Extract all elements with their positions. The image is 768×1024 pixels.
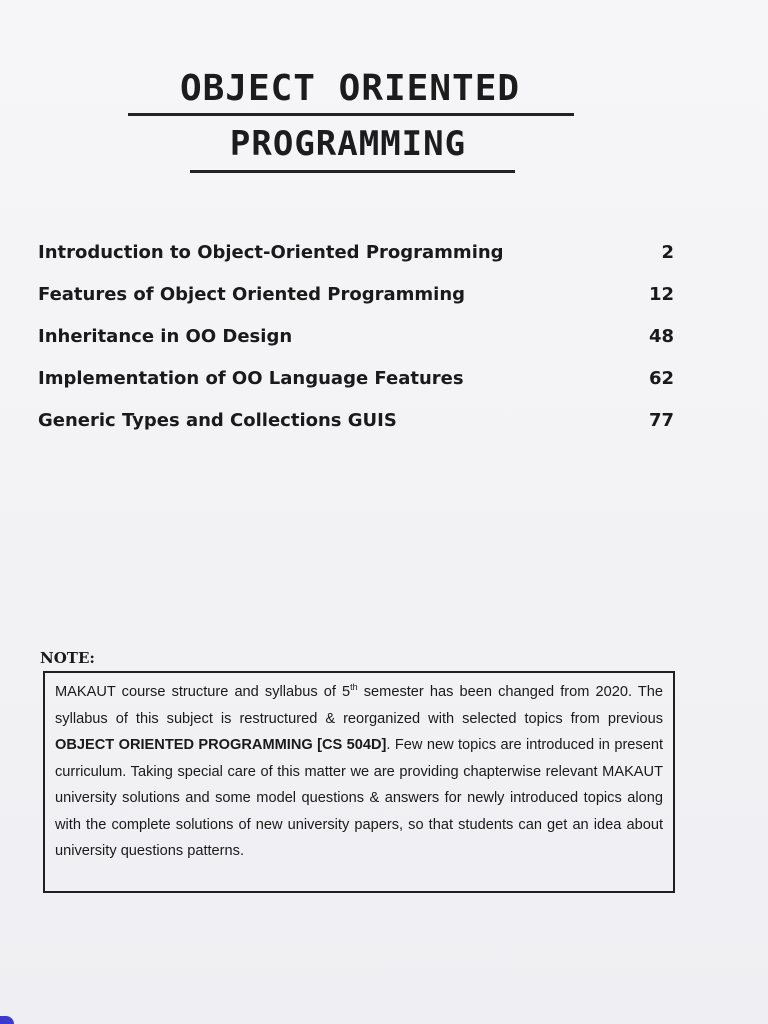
- note-text: [55, 679, 663, 865]
- toc-entry: [38, 362, 678, 404]
- corner-mark: [0, 1016, 14, 1024]
- toc-entry-page: 48: [648, 326, 674, 347]
- toc-entry-title: Features of Object Oriented Programming: [38, 284, 466, 305]
- toc-entry-page: 77: [648, 410, 674, 431]
- title-underline-1: [128, 113, 574, 116]
- toc-entry-title: Generic Types and Collections GUIS: [38, 410, 397, 431]
- toc-entry: [38, 278, 678, 320]
- note-box: [43, 671, 675, 893]
- note-superscript: th: [350, 682, 358, 693]
- note-course-code: OBJECT ORIENTED PROGRAMMING [CS 504D]: [55, 737, 387, 753]
- note-label: NOTE:: [40, 649, 95, 667]
- toc-entry: [38, 404, 678, 446]
- toc-entry-page: 2: [661, 242, 674, 263]
- table-of-contents: [38, 236, 678, 446]
- toc-entry: [38, 236, 678, 278]
- toc-entry-title: Introduction to Object-Oriented Programming: [38, 242, 504, 263]
- toc-entry-page: 12: [648, 284, 674, 305]
- note-text-part-3: . Few new topics are introduced in present curriculum. Taking special care of this matter we are providing chapterwise relevant MAKAUT university solutions and some model questions & answers for newly introduced topics along with the complete solutions of new university papers, so that students can get an idea about university questions patterns.: [55, 737, 664, 859]
- document-title-line-2: PROGRAMMING: [229, 124, 467, 164]
- toc-entry-title: Inheritance in OO Design: [38, 326, 293, 347]
- note-text-part-1: MAKAUT course structure and syllabus of 5: [55, 684, 351, 700]
- toc-entry-title: Implementation of OO Language Features: [38, 368, 464, 389]
- note-text-part-2: semester has been changed from 2020. The syllabus of this subject is restructured & reorganized with selected topics from previous: [55, 684, 664, 727]
- title-underline-2: [190, 170, 515, 173]
- toc-entry-page: 62: [648, 368, 674, 389]
- document-title-line-1: OBJECT ORIENTED: [179, 68, 521, 109]
- toc-entry: [38, 320, 678, 362]
